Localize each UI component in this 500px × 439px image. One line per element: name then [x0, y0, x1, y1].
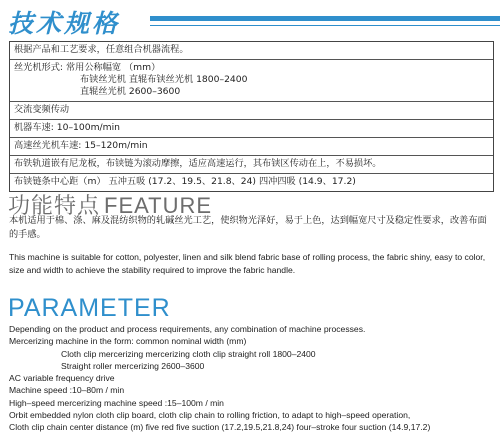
spec-table: [9, 41, 494, 192]
parameter-line: AC variable frequency drive: [9, 373, 115, 384]
feature-title-en: FEATURE: [104, 193, 213, 218]
feature-title-cn: 功能特点: [8, 194, 101, 219]
spec-row-text: 高速丝光机车速: 15–120m/min: [14, 140, 148, 151]
parameter-line: Straight roller mercerizing 2600–3600: [61, 360, 205, 371]
parameter-line: Mercerizing machine in the form: common nominal width (mm): [9, 336, 247, 347]
parameter-line: Orbit embedded nylon cloth clip board, cloth clip chain to rolling friction, to adapt to high–speed operation,: [9, 410, 411, 421]
spec-row-text: 根据产品和工艺要求，任意组合机器流程。: [14, 44, 189, 55]
spec-row-text: 交流变频传动: [14, 104, 70, 115]
feature-body-cn: 本机适用于棉、涤、麻及混纺织物的轧碱丝光工艺，使织物光泽好，易于上色，达到幅宽尺寸及稳定性要求，改善布面的手感。: [9, 215, 487, 240]
spec-title-rule-thin: [150, 25, 500, 26]
spec-row-text: 布铗链条中心距（m） 五冲五吸 (17.2、19.5、21.8、24) 四冲四吸 (14.9、17.2): [14, 176, 356, 187]
spec-row: [10, 102, 493, 120]
spec-title: 技术规格: [8, 9, 121, 38]
spec-row: [10, 138, 493, 156]
parameter-line: Machine speed :10–80m / min: [9, 385, 125, 396]
parameter-line: Cloth clip chain center distance (m) five red five suction (17.2,19.5,21.8,24) four–stroke four suction (14.9,17.2): [9, 422, 431, 433]
spec-row-text: 布铁轨道嵌有尼龙板，布铗链为滚动摩擦，适应高速运行，其布铗区传动在上，不易损坏。: [14, 158, 382, 169]
parameter-line: Depending on the product and process requirements, any combination of machine processes.: [9, 324, 366, 334]
parameter-line: High–speed mercerizing machine speed :15–100m / min: [9, 397, 224, 408]
feature-body-en: This machine is suitable for cotton, polyester, linen and silk blend fabric base of rolling process, the fabric shiny, easy to color, size and width to achieve the stability required to improve the fabric handle.: [9, 252, 486, 275]
spec-title-rule-thick: [150, 16, 500, 21]
spec-row: [10, 120, 493, 138]
spec-row-text: 机器车速: 10–100m/min: [14, 122, 120, 133]
spec-row-text: 丝光机形式: 常用公称幅宽 （mm）: [14, 62, 161, 73]
spec-row: [10, 156, 493, 174]
parameter-line: Cloth clip mercerizing mercerizing cloth clip straight roll 1800–2400: [61, 348, 316, 359]
spec-row-text: 布铗丝光机 直辊布铗丝光机 1800–2400: [80, 74, 248, 85]
spec-row: [10, 42, 493, 60]
spec-row-text: 直辊丝光机 2600–3600: [80, 86, 181, 97]
parameter-list: [9, 323, 497, 434]
parameter-title: PARAMETER: [8, 294, 171, 322]
spec-row: [10, 60, 493, 102]
spec-section-header: [0, 0, 500, 40]
